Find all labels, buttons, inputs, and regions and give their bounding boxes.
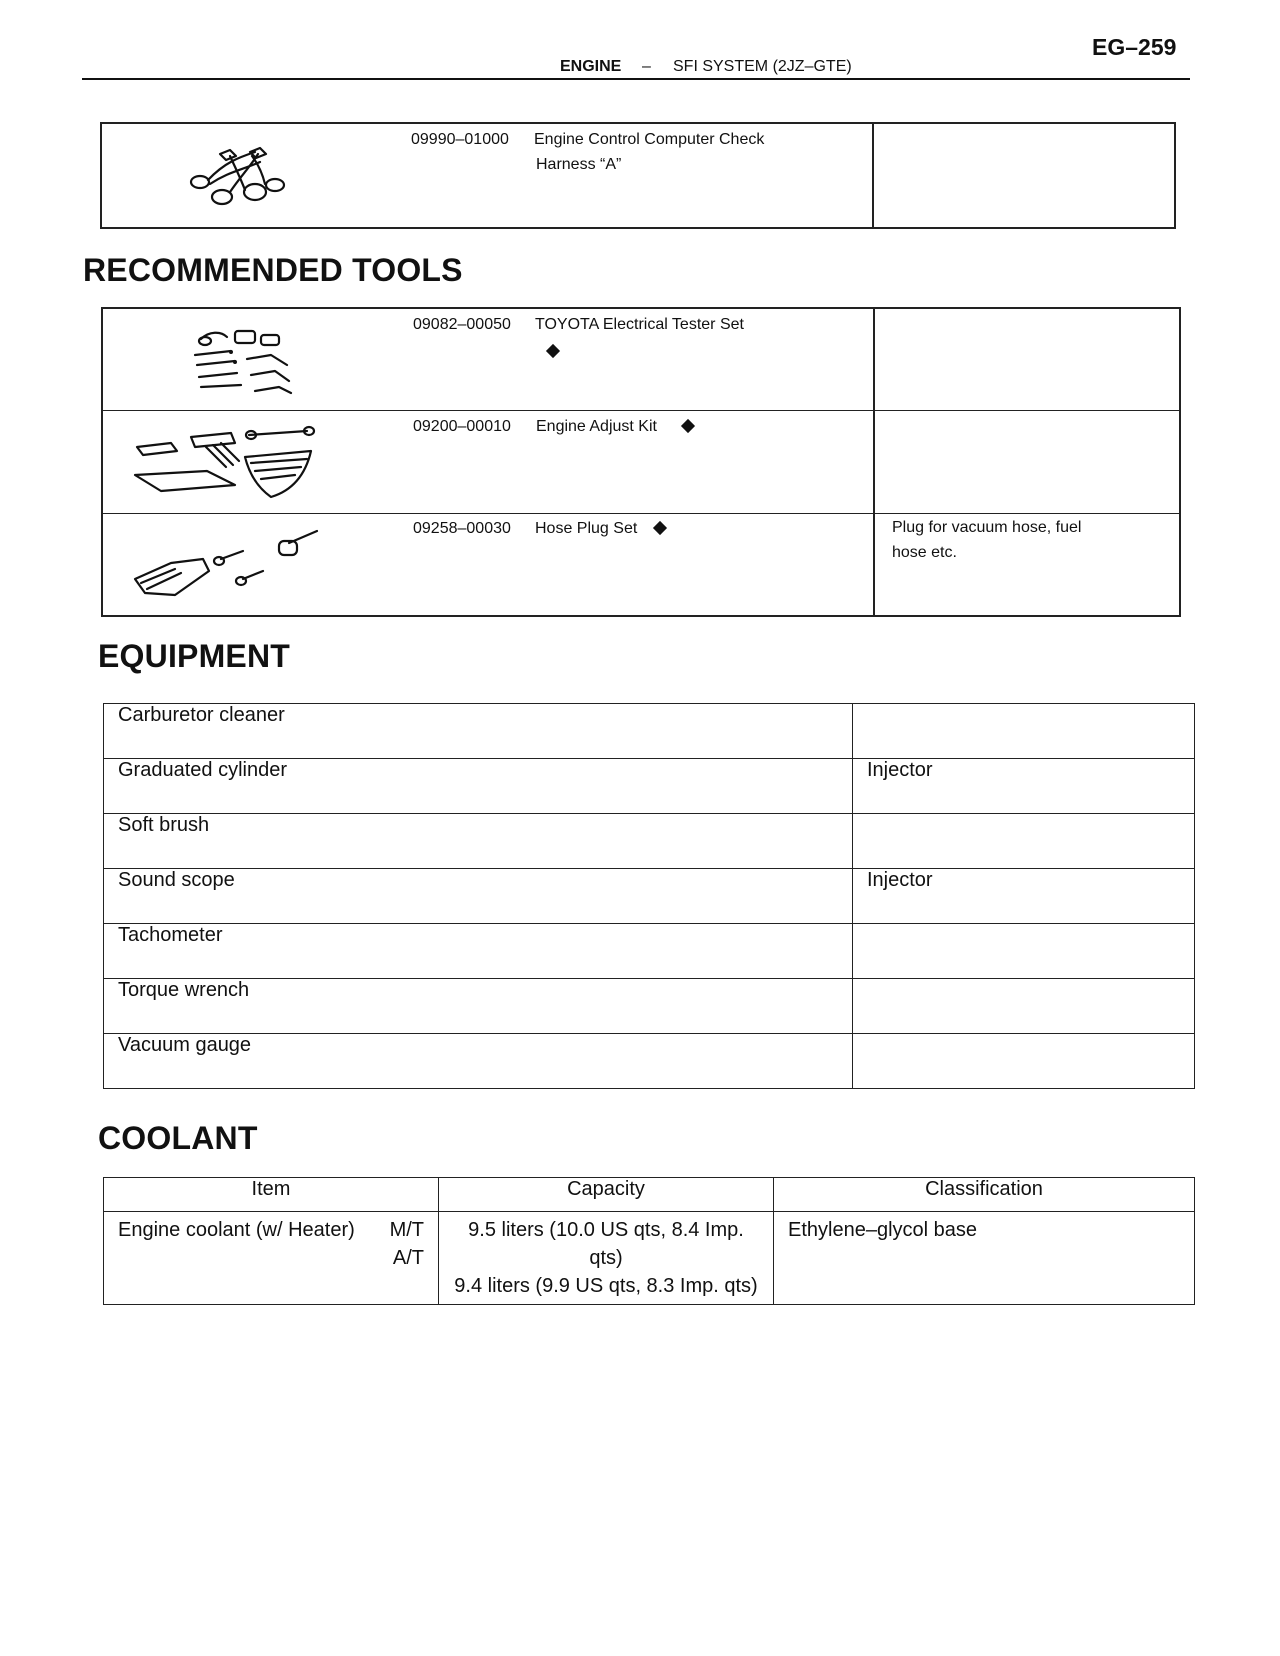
table-row: [104, 869, 1195, 924]
table-row: [104, 704, 1195, 759]
equipment-note: [853, 814, 1195, 869]
hose-plug-set-illustration: [131, 523, 331, 603]
column-header: Item: [104, 1178, 439, 1212]
bullet-diamond-icon: [653, 521, 667, 535]
table-row: [104, 1034, 1195, 1089]
capacity-mt: 9.5 liters (10.0 US qts, 8.4 Imp. qts): [468, 1219, 744, 1269]
equipment-item: Carburetor cleaner: [104, 704, 853, 759]
table-row: [104, 1212, 1195, 1305]
coolant-capacity-cell: [439, 1212, 774, 1305]
coolant-classification: Ethylene–glycol base: [774, 1212, 1195, 1305]
equipment-item: Tachometer: [104, 924, 853, 979]
column-header: Capacity: [439, 1178, 774, 1212]
header-separator: –: [642, 58, 651, 75]
equipment-item: Torque wrench: [104, 979, 853, 1034]
sst-table: [100, 122, 1176, 229]
column-divider: [873, 309, 875, 615]
equipment-heading: EQUIPMENT: [98, 638, 291, 674]
coolant-item: Engine coolant (w/ Heater): [118, 1219, 355, 1241]
table-row: [104, 759, 1195, 814]
tool-name: TOYOTA Electrical Tester Set: [535, 316, 744, 333]
equipment-note: [853, 1034, 1195, 1089]
row-divider: [103, 513, 1179, 514]
equipment-note: [853, 704, 1195, 759]
coolant-item-cell: [104, 1212, 439, 1305]
table-header-row: [104, 1178, 1195, 1212]
recommended-tools-table: [101, 307, 1181, 617]
coolant-table: [103, 1177, 1195, 1305]
equipment-item: Graduated cylinder: [104, 759, 853, 814]
recommended-tools-heading: RECOMMENDED TOOLS: [83, 252, 463, 288]
bullet-diamond-icon: [546, 344, 560, 358]
engine-adjust-kit-illustration: [131, 427, 321, 507]
table-row: [104, 924, 1195, 979]
tool-name: Hose Plug Set: [535, 520, 638, 537]
part-number: 09082–00050: [413, 316, 511, 333]
equipment-note: Injector: [853, 759, 1195, 814]
tool-name: Engine Control Computer Check Harness “A”: [534, 131, 765, 173]
tool-note: Plug for vacuum hose, fuel hose etc.: [892, 519, 1082, 561]
electrical-tester-set-illustration: [191, 325, 301, 397]
equipment-note: [853, 979, 1195, 1034]
check-harness-illustration: [180, 142, 290, 214]
column-divider: [872, 124, 874, 227]
bullet-diamond-icon: [681, 419, 695, 433]
equipment-item: Vacuum gauge: [104, 1034, 853, 1089]
equipment-item: Soft brush: [104, 814, 853, 869]
part-number: 09200–00010: [413, 418, 511, 435]
equipment-item: Sound scope: [104, 869, 853, 924]
capacity-at: 9.4 liters (9.9 US qts, 8.3 Imp. qts): [454, 1275, 758, 1297]
variant-mt: M/T: [389, 1219, 424, 1241]
section-name: ENGINE: [560, 58, 622, 75]
variant-at: A/T: [392, 1247, 424, 1269]
header-rule: [82, 78, 1190, 80]
row-divider: [103, 410, 1179, 411]
tool-name: Engine Adjust Kit: [536, 418, 657, 435]
column-header: Classification: [774, 1178, 1195, 1212]
table-row: [104, 814, 1195, 869]
coolant-heading: COOLANT: [98, 1120, 258, 1156]
equipment-table: [103, 703, 1195, 1089]
part-number: 09258–00030: [413, 520, 511, 537]
table-row: [104, 979, 1195, 1034]
equipment-note: [853, 924, 1195, 979]
system-name: SFI SYSTEM (2JZ–GTE): [673, 58, 852, 75]
part-number: 09990–01000: [411, 131, 509, 148]
page-number: EG–259: [1092, 34, 1177, 60]
equipment-note: Injector: [853, 869, 1195, 924]
